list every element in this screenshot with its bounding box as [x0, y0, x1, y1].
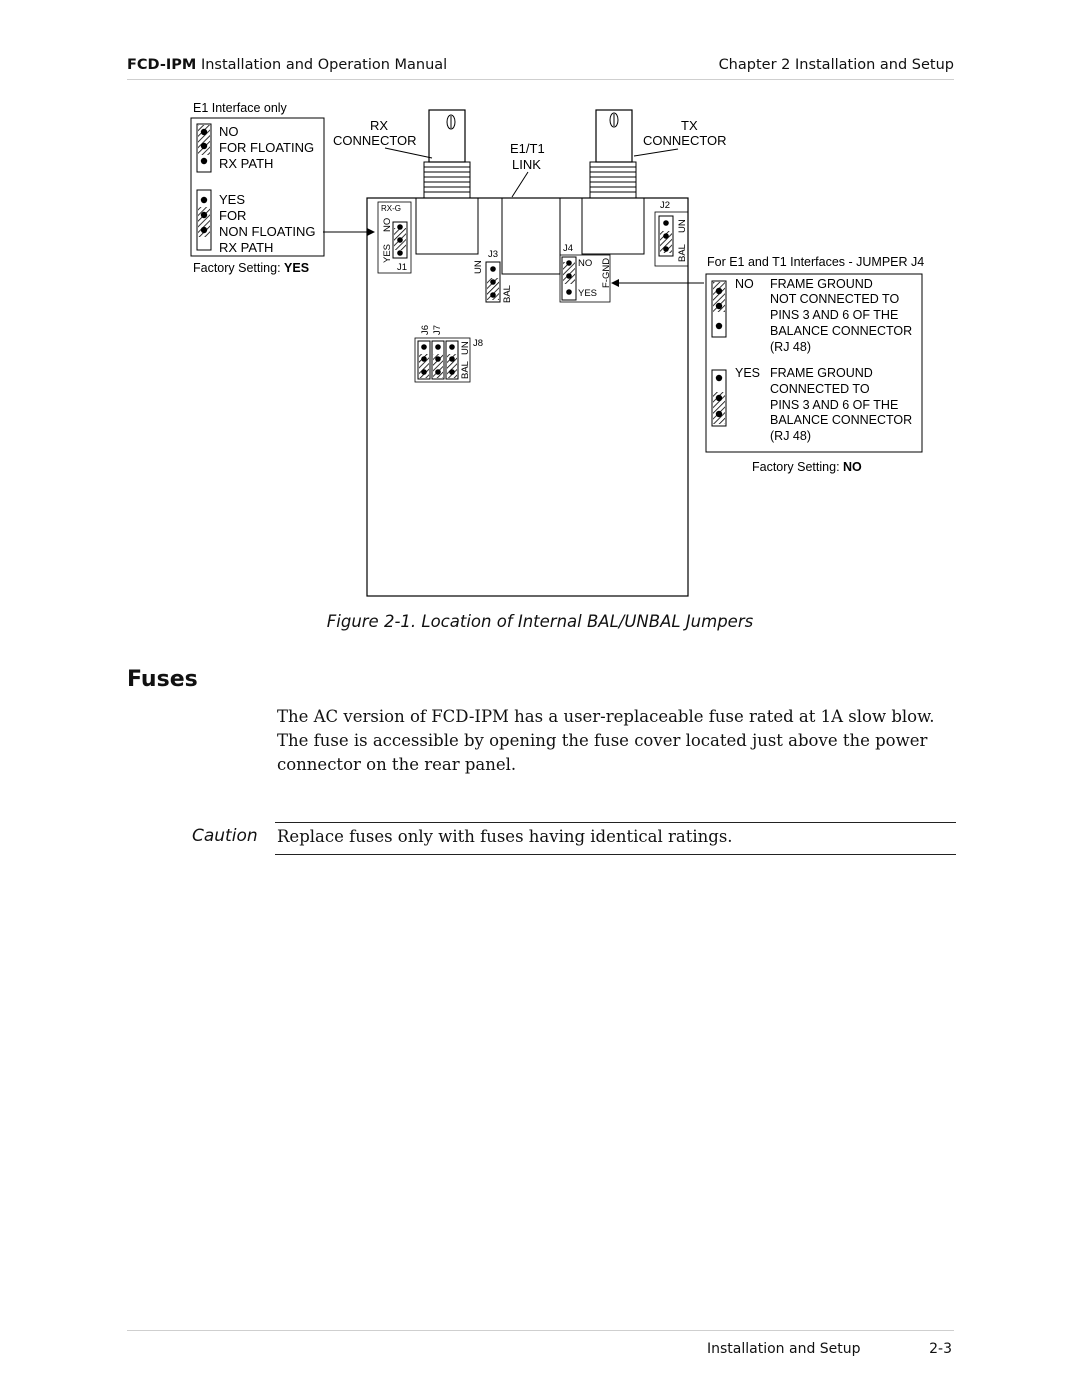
- link-connector: [502, 198, 560, 274]
- e1-title: E1 Interface only: [193, 101, 287, 115]
- tx-connector: [582, 110, 644, 254]
- svg-text:BAL: BAL: [502, 285, 513, 303]
- jumper-location-diagram: [0, 0, 1080, 610]
- paragraph-line: The fuse is accessible by opening the fuse cover located just above the power: [277, 731, 928, 750]
- j4-jumper-legend: [706, 255, 924, 474]
- link-leader: [512, 172, 528, 197]
- svg-text:J4: J4: [563, 243, 574, 254]
- svg-text:J2: J2: [660, 200, 671, 211]
- caution-top-rule: [275, 822, 956, 823]
- j4-no-jumper-icon: [712, 281, 726, 337]
- header-chapter: Chapter 2 Installation and Setup: [718, 57, 954, 73]
- svg-text:J7: J7: [432, 324, 443, 335]
- svg-text:BAL: BAL: [677, 244, 688, 262]
- svg-text:UN: UN: [677, 219, 688, 233]
- tx-label: TX: [681, 118, 698, 133]
- svg-text:J3: J3: [488, 249, 499, 260]
- j4-yes-jumper-icon: [712, 370, 726, 426]
- rx-connector-label: CONNECTOR: [333, 133, 417, 148]
- svg-text:FRAME GROUND: FRAME GROUND: [770, 277, 873, 291]
- svg-text:YES: YES: [735, 366, 761, 380]
- svg-text:CONNECTED TO: CONNECTED TO: [770, 382, 870, 396]
- e1-jumper-legend: [191, 101, 324, 275]
- svg-text:NOT CONNECTED TO: NOT CONNECTED TO: [770, 292, 900, 306]
- svg-text:YES: YES: [382, 243, 393, 263]
- svg-text:(RJ 48): (RJ 48): [770, 340, 811, 354]
- page-number: 2-3: [929, 1341, 952, 1357]
- no-line-2: FOR FLOATING: [219, 140, 315, 155]
- tx-connector-label: CONNECTOR: [643, 133, 727, 148]
- factory-setting-right: Factory Setting: NO: [752, 460, 862, 474]
- yes-jumper-icon: [197, 190, 211, 250]
- svg-text:PINS 3 AND 6 OF THE: PINS 3 AND 6 OF THE: [770, 398, 899, 412]
- yes-line-3: NON FLOATING: [219, 224, 316, 239]
- svg-text:BALANCE CONNECTOR: BALANCE CONNECTOR: [770, 413, 913, 427]
- svg-text:J1: J1: [397, 262, 408, 273]
- section-paragraph: [277, 705, 957, 777]
- yes-line-2: FOR: [219, 208, 247, 223]
- svg-text:NO: NO: [578, 258, 593, 269]
- footer-section: Installation and Setup: [707, 1341, 861, 1357]
- svg-text:YES: YES: [578, 288, 598, 299]
- yes-line-1: YES: [219, 192, 246, 207]
- paragraph-line: connector on the rear panel.: [277, 755, 517, 774]
- caution-label: Caution: [192, 826, 258, 846]
- svg-text:RX-G: RX-G: [381, 204, 401, 213]
- jumper-j4: [560, 243, 612, 302]
- jumper-j3: [473, 249, 513, 303]
- rx-leader: [385, 148, 432, 158]
- svg-text:J6: J6: [420, 324, 431, 335]
- j4-legend-title: For E1 and T1 Interfaces - JUMPER J4: [707, 255, 925, 269]
- svg-text:UN: UN: [460, 341, 471, 355]
- factory-setting-left: Factory Setting: YES: [193, 261, 310, 275]
- caution-bottom-rule: [275, 854, 956, 855]
- rx-connector: [416, 110, 478, 254]
- header-manual-title: FCD-IPM Installation and Operation Manual: [127, 57, 448, 73]
- link-label-2: LINK: [512, 157, 541, 172]
- no-jumper-icon: [197, 124, 211, 172]
- svg-text:NO: NO: [382, 217, 393, 232]
- svg-text:PINS 3 AND 6 OF THE: PINS 3 AND 6 OF THE: [770, 308, 899, 322]
- no-line-1: NO: [219, 124, 239, 139]
- svg-text:FRAME GROUND: FRAME GROUND: [770, 366, 873, 380]
- svg-text:BAL: BAL: [460, 361, 471, 379]
- yes-line-4: RX PATH: [219, 240, 274, 255]
- svg-text:NO: NO: [735, 277, 754, 291]
- svg-text:UN: UN: [473, 260, 484, 274]
- figure-caption: Figure 2-1. Location of Internal BAL/UNBAL Jumpers: [326, 612, 754, 631]
- rx-label: RX: [370, 118, 389, 133]
- svg-text:F-GND: F-GND: [601, 257, 612, 288]
- paragraph-line: The AC version of FCD-IPM has a user-replaceable fuse rated at 1A slow blow.: [277, 707, 935, 726]
- link-label-1: E1/T1: [510, 141, 545, 156]
- jumper-j2: [655, 200, 688, 266]
- no-line-3: RX PATH: [219, 156, 274, 171]
- svg-text:J8: J8: [473, 338, 484, 349]
- caution-text: Replace fuses only with fuses having identical ratings.: [277, 827, 733, 846]
- tx-leader: [634, 149, 678, 156]
- svg-text:BALANCE CONNECTOR: BALANCE CONNECTOR: [770, 324, 913, 338]
- section-heading: Fuses: [127, 667, 198, 692]
- svg-text:(RJ 48): (RJ 48): [770, 429, 811, 443]
- page-footer: [127, 1330, 954, 1357]
- circuit-board: [367, 198, 688, 596]
- jumper-j1: [378, 202, 411, 273]
- jumpers-j6-j7-j8: [415, 325, 483, 382]
